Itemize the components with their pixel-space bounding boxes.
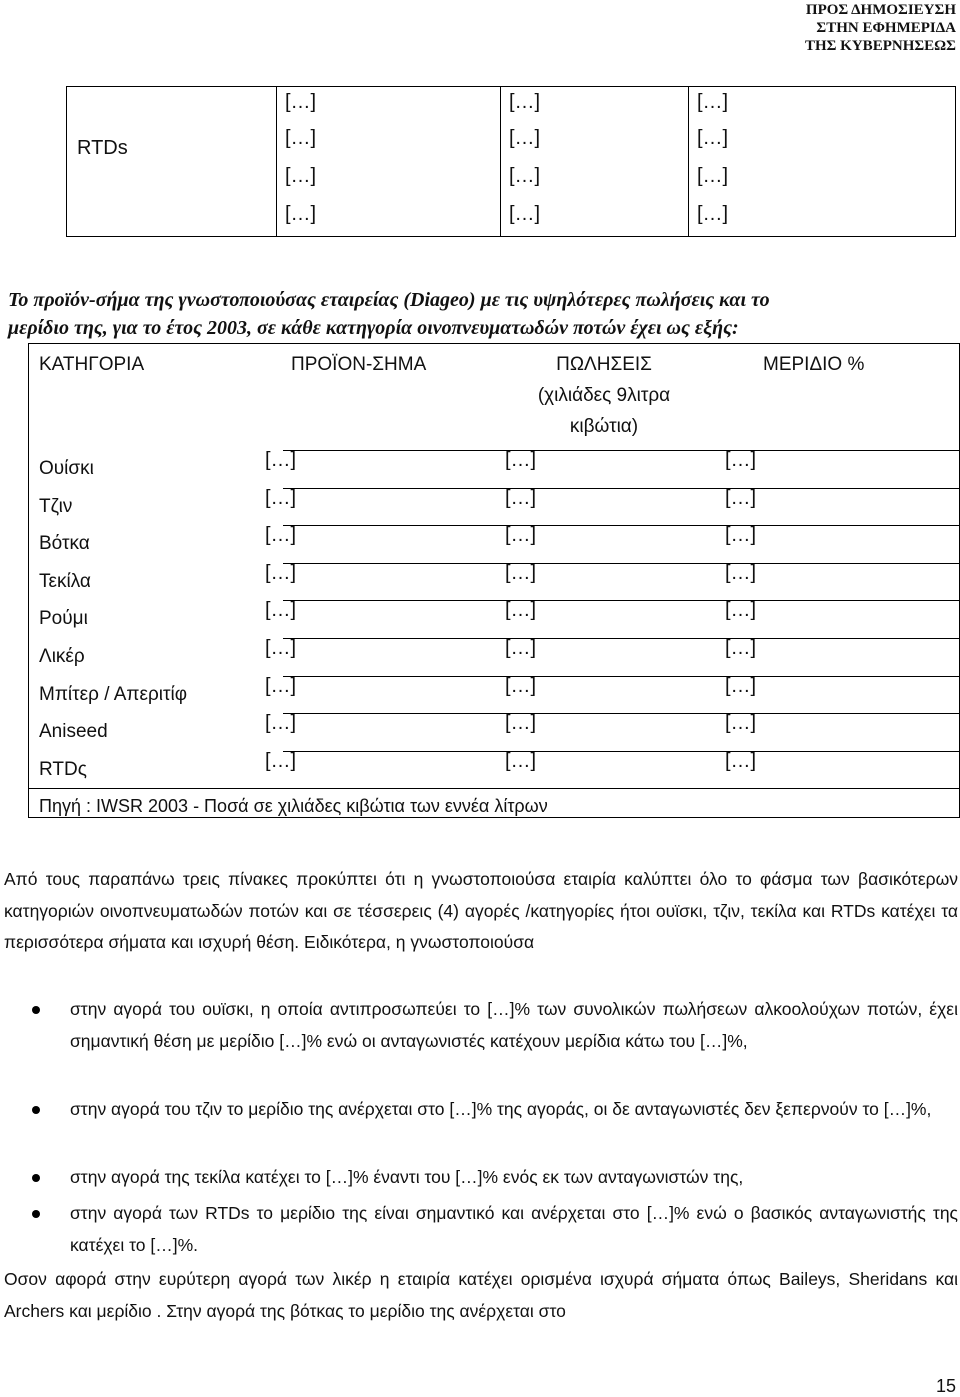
category-row-label: Τζιν bbox=[39, 495, 73, 517]
redacted-cell: […] bbox=[505, 712, 537, 735]
bullet-item: στην αγορά των RTDs το μερίδιο της είναι σημαντικό και ανέρχεται στο […]% ενώ ο βασικός ανταγωνιστής της κατέχει το […]%. bbox=[70, 1203, 958, 1255]
rtds-table bbox=[66, 86, 956, 237]
bullet-item: στην αγορά του τζιν το μερίδιο της ανέρχεται στο […]% της αγοράς, οι δε ανταγωνιστές δεν ξεπερνούν το […]%, bbox=[70, 1099, 932, 1119]
redacted-cell: […] bbox=[265, 637, 297, 659]
bullet-dot bbox=[32, 1006, 40, 1014]
redacted-cell: […] bbox=[265, 524, 297, 547]
header-line-2: ΣΤΗΝ ΕΦΗΜΕΡΙΔΑ bbox=[816, 20, 956, 36]
redacted-cell: […] bbox=[509, 91, 541, 113]
category-row-label: Βότκα bbox=[39, 533, 90, 555]
redacted-cell: […] bbox=[505, 449, 537, 471]
header-product: ΠΡΟΪΟΝ-ΣΗΜΑ bbox=[291, 354, 427, 375]
redacted-cell: […] bbox=[697, 91, 729, 113]
redacted-cell: […] bbox=[697, 203, 729, 225]
page-number: 15 bbox=[935, 1376, 956, 1396]
redacted-cell: […] bbox=[285, 127, 317, 149]
redacted-cell: […] bbox=[725, 674, 757, 697]
redacted-cell: […] bbox=[505, 599, 537, 622]
redacted-cell: […] bbox=[505, 637, 537, 659]
redacted-cell: […] bbox=[285, 165, 317, 187]
redacted-cell: […] bbox=[265, 674, 297, 697]
category-row-label: Ρούμι bbox=[39, 608, 88, 630]
header-sales-sub2: κιβώτια) bbox=[569, 416, 639, 437]
redacted-cell: […] bbox=[265, 449, 297, 471]
brand-share-table bbox=[28, 343, 960, 818]
rtds-label: RTDs bbox=[77, 137, 128, 159]
redacted-cell: […] bbox=[725, 524, 757, 547]
category-row-label: Μπίτερ / Απεριτίφ bbox=[39, 683, 188, 705]
redacted-cell: […] bbox=[505, 524, 537, 547]
category-row-label: RTDς bbox=[39, 758, 87, 780]
redacted-cell: […] bbox=[285, 91, 317, 113]
section-title-line-2: μερίδιο της, για το έτος 2003, σε κάθε κατηγορία οινοπνευματωδών ποτών έχει ως εξής: bbox=[8, 317, 739, 339]
category-row-label: Τεκίλα bbox=[39, 570, 91, 592]
redacted-cell: […] bbox=[265, 486, 297, 509]
intro-paragraph: Από τους παραπάνω τρεις πίνακες προκύπτει ότι η γνωστοποιούσα εταιρία καλύπτει όλο το φάσμα των βασικότερων κατηγοριών οινοπνευματωδών ποτών και σε τέσσερεις (4) αγορές /κατηγορίες ήτοι ουϊσκι, τζιν, τεκίλα και RTDs κατέχει τα περισσότερα σήματα και ισχυρή θέση. Ειδικότερα, η γνωστοποιούσα bbox=[4, 869, 958, 952]
redacted-cell: […] bbox=[285, 203, 317, 225]
header-category: ΚΑΤΗΓΟΡΙΑ bbox=[39, 354, 145, 375]
redacted-cell: […] bbox=[725, 637, 757, 659]
redacted-cell: […] bbox=[505, 486, 537, 509]
redacted-cell: […] bbox=[509, 165, 541, 187]
header-line-3: ΤΗΣ ΚΥΒΕΡΝΗΣΕΩΣ bbox=[804, 38, 956, 54]
publication-header bbox=[696, 1, 956, 55]
redacted-cell: […] bbox=[265, 561, 297, 584]
redacted-cell: […] bbox=[265, 712, 297, 735]
redacted-cell: […] bbox=[725, 712, 757, 735]
bullet-item: στην αγορά του ουϊσκι, η οποία αντιπροσωπεύει το […]% των συνολικών πωλήσεων αλκοολούχων ποτών, έχει σημαντική θέση με μερίδιο […]% ενώ οι ανταγωνιστές κατέχουν μερίδια κάτω του […]%, bbox=[70, 999, 958, 1051]
redacted-cell: […] bbox=[505, 674, 537, 697]
redacted-cell: […] bbox=[509, 127, 541, 149]
table-source: Πηγή : IWSR 2003 - Ποσά σε χιλιάδες κιβώτια των εννέα λίτρων bbox=[39, 796, 548, 816]
category-row-label: Aniseed bbox=[39, 721, 108, 743]
closing-paragraph: Οσον αφορά στην ευρύτερη αγορά των λικέρ η εταιρία κατέχει ορισμένα ισχυρά σήματα όπως Baileys, Sheridans και Archers και μερίδιο . Στην αγορά της βότκας το μερίδιο της ανέρχεται στο bbox=[4, 1269, 958, 1321]
redacted-cell: […] bbox=[509, 203, 541, 225]
bullet-item: στην αγορά της τεκίλα κατέχει το […]% έναντι του […]% ενός εκ των ανταγωνιστών της, bbox=[70, 1167, 744, 1187]
redacted-cell: […] bbox=[725, 449, 757, 471]
header-share: ΜΕΡΙΔΙΟ % bbox=[763, 354, 865, 375]
category-row-label: Λικέρ bbox=[39, 646, 85, 667]
header-line-1: ΠΡΟΣ ΔΗΜΟΣΙΕΥΣΗ bbox=[805, 2, 956, 18]
bullet-dot bbox=[32, 1210, 40, 1218]
category-row-label: Ουίσκι bbox=[39, 458, 94, 479]
redacted-cell: […] bbox=[505, 749, 537, 772]
redacted-cell: […] bbox=[505, 561, 537, 584]
redacted-cell: […] bbox=[265, 599, 297, 622]
redacted-cell: […] bbox=[725, 749, 757, 772]
redacted-cell: […] bbox=[697, 165, 729, 187]
bullet-dot bbox=[32, 1174, 40, 1182]
redacted-cell: […] bbox=[697, 127, 729, 149]
header-sales: ΠΩΛΗΣΕΙΣ bbox=[556, 354, 652, 375]
redacted-cell: […] bbox=[725, 599, 757, 622]
redacted-cell: […] bbox=[265, 749, 297, 772]
section-title-line-1: Το προϊόν-σήμα της γνωστοποιούσας εταιρείας (Diageo) με τις υψηλότερες πωλήσεις και το bbox=[8, 289, 770, 311]
redacted-cell: […] bbox=[725, 561, 757, 584]
header-sales-sub1: (χιλιάδες 9λιτρα bbox=[537, 385, 671, 406]
bullet-dot bbox=[32, 1106, 40, 1114]
redacted-cell: […] bbox=[725, 486, 757, 509]
